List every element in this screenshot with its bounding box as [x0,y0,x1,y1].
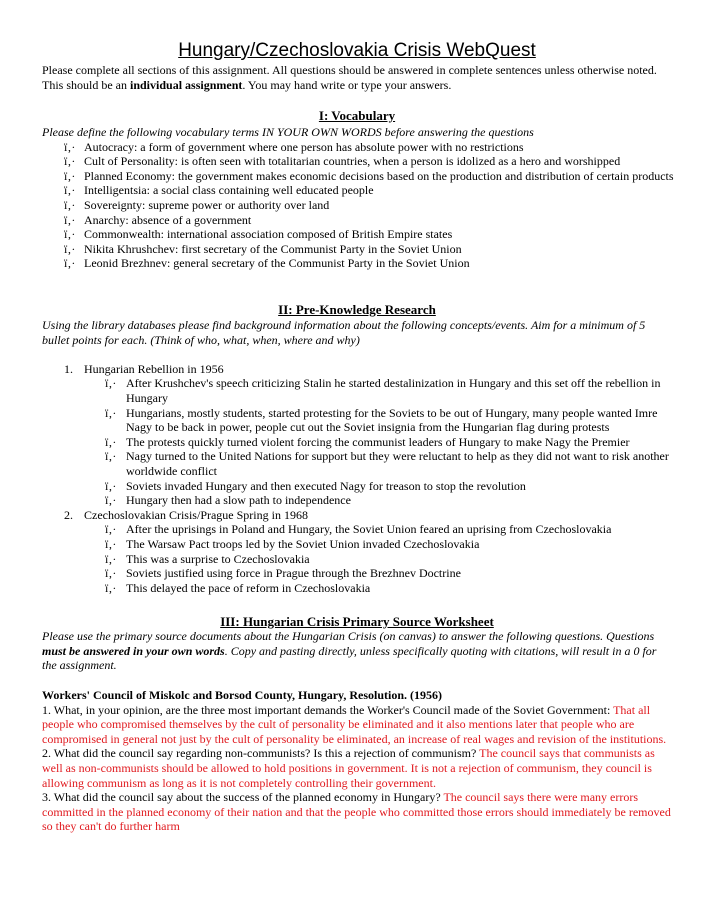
vocab-item [42,169,674,184]
bullet-glyph: ï‚· [64,168,76,183]
bullet-glyph: ï‚· [64,197,76,212]
bullet-glyph: ï‚· [64,212,76,227]
vocab-item [42,227,674,242]
vocab-text: Leonid Brezhnev: general secretary of the Communist Party in the Soviet Union [84,256,470,271]
point-text: Nagy turned to the United Nations for support but they were reluctant to help as they did not want to risk another worldwide conflict [126,449,669,478]
primary-source-section [42,688,674,834]
question-block [42,703,674,747]
vocab-text: Commonwealth: international association composed of British Empire states [84,227,453,242]
worksheet-instructions-1: Please use the primary source documents about the Hungarian Crisis (on canvas) to answer the following questions. Questions [42,629,655,643]
answer-text: The council says there were many errors committed in the planned economy of their nation and that the people who committed those errors should immediately be removed so they can't do further harm [42,790,671,834]
point-text: Soviets invaded Hungary and then executed Nagy for treason to stop the revolution [126,478,526,493]
topic-label: Czechoslovakian Crisis/Prague Spring in 1968 [84,507,308,522]
topic-points [42,522,674,595]
bullet-glyph: ï‚· [105,405,117,420]
source-title: Workers' Council of Miskolc and Borsod County, Hungary, Resolution. (1956) [42,688,443,702]
vocabulary-list [42,140,674,271]
question-text: 2. What did the council say regarding non-communists? Is this a rejection of communism? [42,746,480,761]
section-research [42,318,674,595]
vocab-item [42,183,674,198]
vocab-item [42,256,674,271]
bullet-glyph: ï‚· [64,227,76,242]
topic-points [42,376,674,507]
answer-text: That all people who compromised themselves by the cult of personality be eliminated and it also mentions later that people who are compromised in general not just by the cult of personality be eliminated, an increase of real wages and revision of the institutions. [42,702,667,746]
research-point [42,479,674,494]
point-text: After the uprisings in Poland and Hungary, the Soviet Union feared an uprising from Czechoslovakia [126,522,612,537]
bullet-glyph: ï‚· [105,536,117,551]
bullet-glyph: ï‚· [64,139,76,154]
topic-label: Hungarian Rebellion in 1956 [84,361,224,376]
bullet-glyph: ï‚· [105,522,117,537]
research-point [42,537,674,552]
vocab-item [42,154,674,169]
vocab-text: Planned Economy: the government makes economic decisions based on the production and distribution of certain products [84,168,674,183]
bullet-glyph: ï‚· [105,376,117,391]
section-vocabulary [42,125,674,271]
answer-text: The council says that communists as well as non-communists should be allowed to hold positions in government. It is not a rejection of communism, they council is allowing communism as long as it is not completely controlling their government. [42,746,655,790]
vocab-text: Anarchy: absence of a government [84,212,252,227]
bullet-glyph: ï‚· [105,551,117,566]
point-text: Soviets justified using force in Prague through the Brezhnev Doctrine [126,566,461,581]
point-text: This was a surprise to Czechoslovakia [126,551,310,566]
bullet-glyph: ï‚· [105,478,117,493]
research-point [42,522,674,537]
bullet-glyph: ï‚· [64,256,76,271]
bullet-glyph: ï‚· [64,183,76,198]
research-point [42,493,674,508]
worksheet-instructions-bold: must be answered in your own words [42,643,225,658]
research-point [42,376,674,405]
page-title: Hungary/Czechoslovakia Crisis WebQuest [178,40,536,61]
bullet-glyph: ï‚· [105,434,117,449]
point-text: The Warsaw Pact troops led by the Soviet Union invaded Czechoslovakia [126,536,480,551]
question-block [42,746,674,790]
intro-text-2: . You may hand write or type your answers. [242,77,452,92]
vocab-text: Autocracy: a form of government where one person has absolute power with no restrictions [84,139,524,154]
section-research-heading: II: Pre-Knowledge Research [278,302,436,317]
point-text: Hungarians, mostly students, started protesting for the Soviets to be out of Hungary, many people wanted Imre Nagy to be back in power, people cut out the Soviet insignia from the Hungarian flag during protests [126,405,658,435]
question-text: 1. What, in your opinion, are the three most important demands the Worker's Council made of the Soviet Government: [42,702,614,717]
vocab-item [42,213,674,228]
vocab-text: Sovereignty: supreme power or authority over land [84,197,330,212]
research-point [42,581,674,596]
intro-text-1: Please complete all sections of this assignment. All questions should be answered in complete sentences unless otherwise noted. This should be an [42,63,657,92]
intro-paragraph [42,63,674,92]
point-text: Hungary then had a slow path to independence [126,493,351,508]
research-point [42,435,674,450]
research-point [42,552,674,567]
vocab-item [42,198,674,213]
point-text: The protests quickly turned violent forcing the communist leaders of Hungary to make Nagy the Premier [126,434,630,449]
point-text: This delayed the pace of reform in Czechoslovakia [126,580,371,595]
section-vocabulary-heading: I: Vocabulary [318,108,396,123]
topic-number: 1. [64,361,73,376]
topic-number: 2. [64,507,73,522]
research-topic [42,362,674,508]
research-topic-list [42,362,674,596]
worksheet-instructions-2: . Copy and pasting directly, unless specifically quoting with citations, will result in a 0 for the assignment. [42,643,657,673]
research-point [42,449,674,478]
bullet-glyph: ï‚· [64,241,76,256]
research-point [42,406,674,435]
bullet-glyph: ï‚· [105,449,117,464]
vocab-item [42,140,674,155]
research-instructions: Using the library databases please find background information about the following concepts/events. Aim for a minimum of 5 bullet points for each. (Think of who, what, when, where and why) [42,318,646,347]
section-worksheet-heading: III: Hungarian Crisis Primary Source Worksheet [220,614,494,629]
worksheet-instructions [42,629,674,673]
bullet-glyph: ï‚· [105,566,117,581]
intro-bold: individual assignment [130,77,243,92]
research-topic [42,508,674,596]
vocab-text: Cult of Personality: is often seen with totalitarian countries, when a person is idolized as a hero and worshipped [84,154,621,169]
vocab-text: Nikita Khrushchev: first secretary of the Communist Party in the Soviet Union [84,241,462,256]
bullet-glyph: ï‚· [105,580,117,595]
vocabulary-instructions: Please define the following vocabulary terms IN YOUR OWN WORDS before answering the questions [42,125,534,139]
research-point [42,566,674,581]
vocab-text: Intelligentsia: a social class containing well educated people [84,183,374,198]
bullet-glyph: ï‚· [105,493,117,508]
vocab-item [42,242,674,257]
question-block [42,790,674,834]
bullet-glyph: ï‚· [64,154,76,169]
question-text: 3. What did the council say about the success of the planned economy in Hungary? [42,790,444,805]
point-text: After Krushchev's speech criticizing Stalin he started destalinization in Hungary and this set off the rebellion in Hungary [126,376,661,405]
